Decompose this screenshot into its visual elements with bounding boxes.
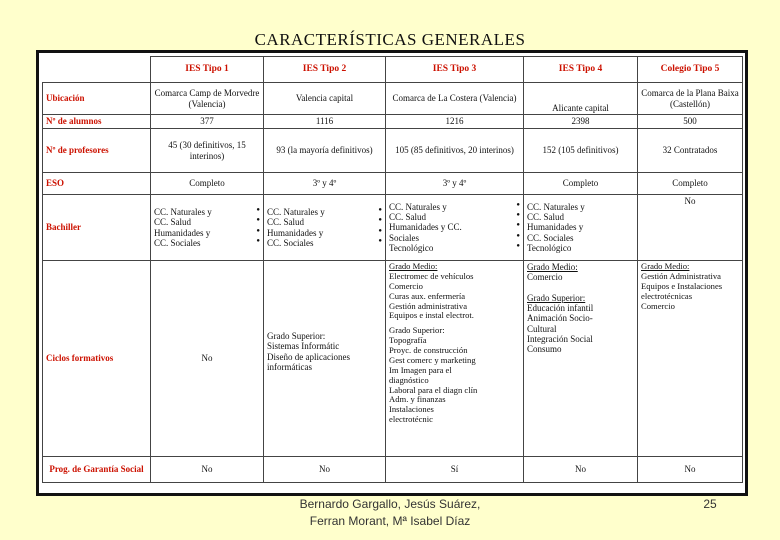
row-label-bachiller: Bachiller xyxy=(43,195,151,261)
table-cell: 105 (85 definitivos, 20 interinos) xyxy=(386,129,524,173)
grado-medio-heading: Grado Medio: xyxy=(389,261,438,271)
table-cell: 32 Contratados xyxy=(638,129,743,173)
list-item: Educación infantil xyxy=(527,303,594,314)
table-cell xyxy=(386,195,524,261)
row-label-ciclos: Ciclos formativos xyxy=(43,261,151,457)
footer-authors xyxy=(230,496,550,531)
list-item: Equipos e instal electrot. xyxy=(389,310,474,321)
table-row-bachiller xyxy=(43,195,743,261)
list-item: Adm. y finanzas xyxy=(389,394,446,405)
row-label-ubicacion: Ubicación xyxy=(43,83,151,115)
table-cell: 500 xyxy=(638,115,743,129)
row-label-garantia: Prog. de Garantía Social xyxy=(43,457,151,483)
list-item: Topografía xyxy=(389,335,427,346)
list-item: Humanidades y xyxy=(527,222,584,233)
table-cell: Completo xyxy=(638,173,743,195)
list-item: CC. Sociales ● xyxy=(267,238,382,248)
table-cell: 1116 xyxy=(264,115,386,129)
grado-superior-heading: Grado Superior: xyxy=(527,292,586,303)
table-cell: 1216 xyxy=(386,115,524,129)
table-cell: No xyxy=(638,457,743,483)
bachiller-list xyxy=(154,207,260,248)
list-item: Diseño de aplicaciones xyxy=(267,351,350,362)
list-item: electrotécnicas xyxy=(641,290,693,301)
table-row-ubicacion xyxy=(43,83,743,115)
list-item: CC. Salud xyxy=(527,211,565,222)
list-item: Tecnológico ● xyxy=(389,243,520,253)
footer-authors-line-2: Ferran Morant, Mª Isabel Díaz xyxy=(309,514,471,529)
list-item: diagnóstico xyxy=(389,374,429,385)
list-item: Comercio xyxy=(527,272,563,283)
list-item: Curas aux. enfermería xyxy=(389,290,466,301)
header-ies-tipo-2: IES Tipo 2 xyxy=(264,57,386,83)
table-cell: 45 (30 definitivos, 15 interinos) xyxy=(151,129,264,173)
table-row-garantia xyxy=(43,457,743,483)
table-row-eso xyxy=(43,173,743,195)
table-cell: No xyxy=(151,457,264,483)
list-item: Animación Socio- xyxy=(527,313,593,324)
header-ies-tipo-1: IES Tipo 1 xyxy=(151,57,264,83)
list-item: Grado Superior: xyxy=(267,331,326,341)
list-item: CC. Sociales xyxy=(527,232,574,243)
table-cell: Valencia capital xyxy=(264,83,386,115)
list-item: Laboral para el diagn clín xyxy=(389,384,478,395)
list-item: Instalaciones xyxy=(389,404,434,415)
list-item: Integración Social xyxy=(527,334,593,345)
table-cell xyxy=(264,261,386,457)
bachiller-list xyxy=(267,207,382,248)
table-cell: Completo xyxy=(524,173,638,195)
header-ies-tipo-4: IES Tipo 4 xyxy=(524,57,638,83)
table-cell xyxy=(386,261,524,457)
list-item: Proyc. de construcción xyxy=(389,345,468,355)
list-item: Gestión administrativa xyxy=(389,300,468,311)
grado-medio-heading: Grado Medio: xyxy=(527,262,578,272)
corner-cell xyxy=(43,57,151,83)
table-cell: 152 (105 definitivos) xyxy=(524,129,638,173)
row-label-alumnos: Nº de alumnos xyxy=(43,115,151,129)
grado-medio-heading: Grado Medio: xyxy=(641,261,690,271)
list-item: Sistemas Informátic xyxy=(267,341,340,352)
table-cell xyxy=(151,195,264,261)
table-row-alumnos xyxy=(43,115,743,129)
table-cell: 3º y 4º xyxy=(386,173,524,195)
table-cell: Alicante capital xyxy=(524,83,638,115)
table-cell: No xyxy=(638,195,743,261)
list-item: Im Imagen para el xyxy=(389,364,452,375)
table-cell xyxy=(638,261,743,457)
list-item: Gestión Administrativa xyxy=(641,270,721,281)
grado-superior-heading: Grado Superior: xyxy=(389,325,445,336)
list-item: CC. Naturales y ● xyxy=(267,207,382,217)
table-cell xyxy=(524,261,638,457)
table-cell: Completo xyxy=(151,173,264,195)
header-colegio-tipo-5: Colegio Tipo 5 xyxy=(638,57,743,83)
characteristics-table-frame xyxy=(36,50,748,496)
list-item: CC. Salud ● xyxy=(154,217,260,227)
list-item: Comercio xyxy=(641,300,675,311)
list-item: Electromec de vehículos xyxy=(389,270,474,281)
table-header-row xyxy=(43,57,743,83)
table-cell: Comarca de la Plana Baixa (Castellón) xyxy=(638,83,743,115)
row-label-profesores: Nº de profesores xyxy=(43,129,151,173)
list-item: Consumo xyxy=(527,344,562,355)
table-row-ciclos xyxy=(43,261,743,457)
characteristics-table xyxy=(42,56,743,483)
table-cell: No xyxy=(524,457,638,483)
table-cell: 3º y 4º xyxy=(264,173,386,195)
table-cell: No xyxy=(151,261,264,457)
list-item: CC. Sociales ● xyxy=(154,238,260,248)
table-cell: Sí xyxy=(386,457,524,483)
list-item: Cultural xyxy=(527,323,557,334)
list-item: Comercio xyxy=(389,280,423,291)
table-cell xyxy=(264,195,386,261)
bachiller-list xyxy=(389,202,520,254)
table-cell: 2398 xyxy=(524,115,638,129)
list-item: Gest comerc y marketing xyxy=(389,354,476,365)
page-title: CARACTERÍSTICAS GENERALES xyxy=(254,30,526,49)
list-item: CC. Naturales y ● xyxy=(154,207,260,217)
list-item: CC. Salud ● xyxy=(389,212,520,222)
list-item: CC. Salud ● xyxy=(267,217,382,227)
row-label-eso: ESO xyxy=(43,173,151,195)
table-cell: 377 xyxy=(151,115,264,129)
header-ies-tipo-3: IES Tipo 3 xyxy=(386,57,524,83)
list-item: Humanidades y CC. ● xyxy=(389,222,520,232)
list-item: Sociales ● xyxy=(389,233,520,243)
table-cell: Comarca Camp de Morvedre (Valencia) xyxy=(151,83,264,115)
table-cell: No xyxy=(264,457,386,483)
list-item: informáticas xyxy=(267,362,312,373)
table-row-profesores xyxy=(43,129,743,173)
table-cell xyxy=(524,195,638,261)
table-cell: Comarca de La Costera (Valencia) xyxy=(386,83,524,115)
list-item: Humanidades y ● xyxy=(154,228,260,238)
page-number: 25 xyxy=(703,497,717,511)
list-item: electrotécnic xyxy=(389,414,433,425)
list-item: CC. Naturales y ● xyxy=(389,202,520,212)
list-item: CC. Naturales y xyxy=(527,201,585,212)
list-item: Humanidades y ● xyxy=(267,228,382,238)
table-cell: 93 (la mayoría definitivos) xyxy=(264,129,386,173)
list-item: Equipos e Instalaciones xyxy=(641,280,723,291)
footer-authors-line-1: Bernardo Gargallo, Jesús Suárez, xyxy=(299,497,481,511)
list-item: Tecnológico xyxy=(527,243,572,254)
